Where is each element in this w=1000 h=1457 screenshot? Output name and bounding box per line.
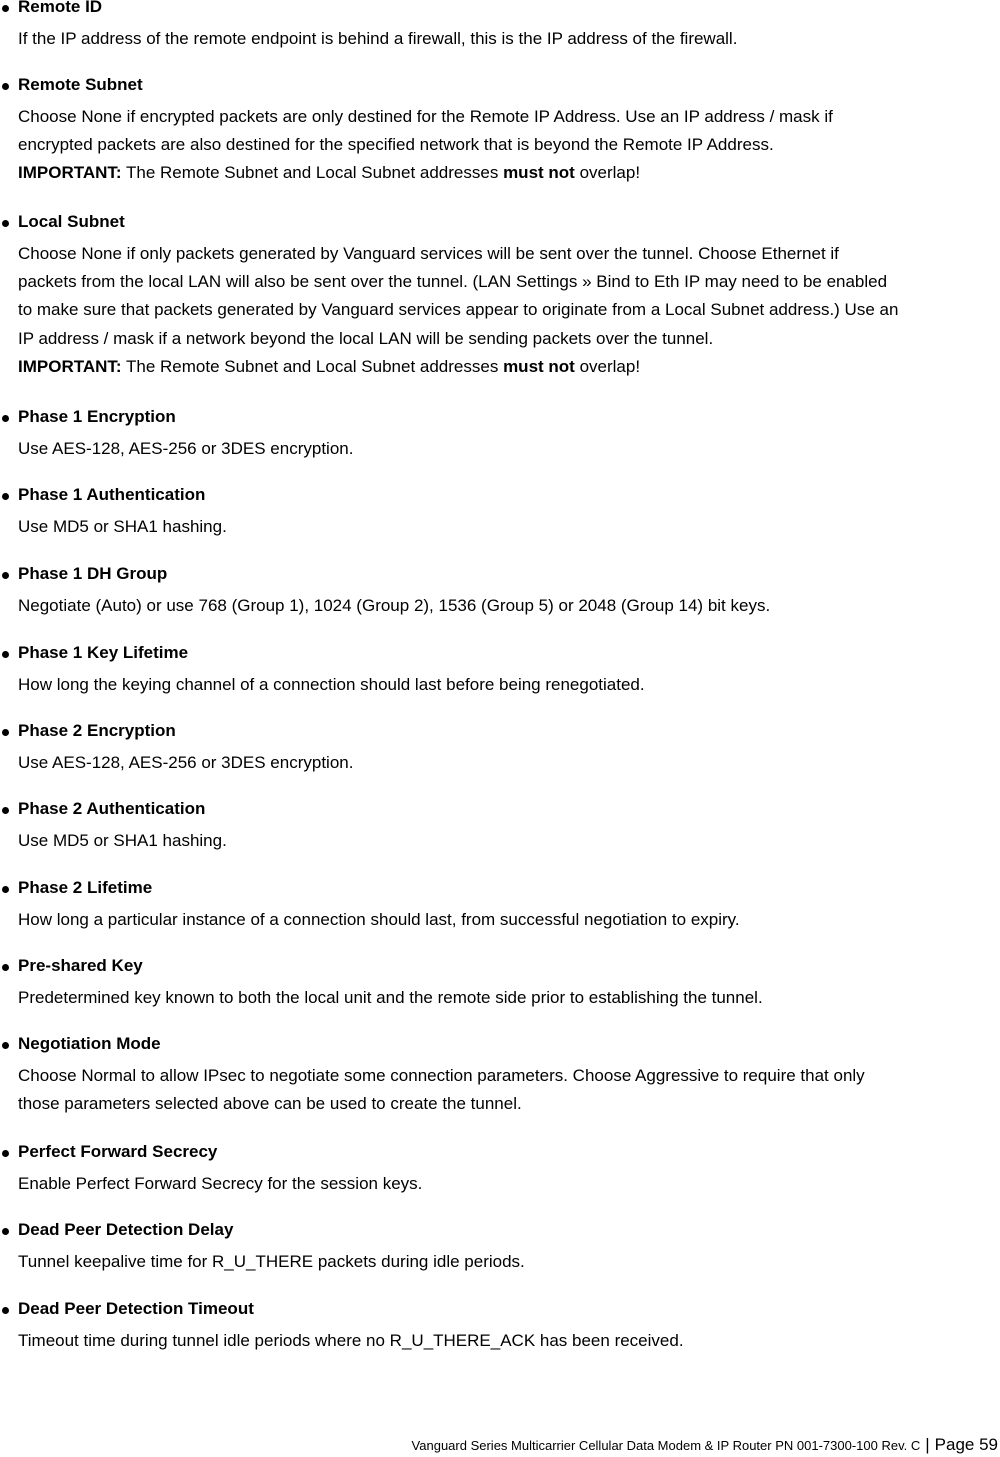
bullet-icon (2, 415, 9, 422)
bullet-icon (2, 572, 9, 579)
item-term: Remote Subnet (18, 75, 143, 94)
item-description (18, 1062, 1000, 1118)
item-description (18, 240, 1000, 381)
item-term: Local Subnet (18, 212, 125, 231)
important-text-end: overlap! (574, 163, 641, 183)
description-line: Tunnel keepalive time for R_U_THERE packets during idle periods. (18, 1252, 525, 1271)
footer-separator: | (925, 1435, 930, 1454)
description-line: those parameters selected above can be used to create the tunnel. (18, 1094, 522, 1114)
bullet-icon (2, 83, 9, 90)
item-term: Negotiation Mode (18, 1034, 161, 1053)
bullet-icon (2, 1307, 9, 1314)
important-text-end: overlap! (574, 356, 641, 376)
bullet-icon (2, 651, 9, 658)
bullet-icon (2, 220, 9, 227)
item-term: Remote ID (18, 0, 103, 16)
item-description (18, 103, 1000, 188)
important-text: The Remote Subnet and Local Subnet addresses (121, 163, 504, 183)
item-description (18, 984, 1000, 1012)
item-term: Perfect Forward Secrecy (18, 1142, 218, 1161)
page-number: Page 59 (934, 1435, 998, 1454)
bullet-icon (2, 1228, 9, 1235)
description-line: Enable Perfect Forward Secrecy for the session keys. (18, 1174, 423, 1193)
bullet-icon (2, 493, 9, 500)
page-footer (412, 1434, 998, 1457)
item-description (18, 749, 1000, 777)
item-term: Phase 2 Authentication (18, 799, 206, 818)
important-label: IMPORTANT: (18, 356, 122, 376)
item-description (18, 1170, 1000, 1198)
footer-document-title: Vanguard Series Multicarrier Cellular Data Modem & IP Router PN 001-7300-100 Rev. C (411, 1438, 921, 1453)
bullet-icon (2, 1042, 9, 1049)
item-term: Dead Peer Detection Delay (18, 1220, 234, 1239)
description-line: Use MD5 or SHA1 hashing. (18, 517, 227, 536)
item-term: Phase 1 DH Group (18, 564, 168, 583)
description-line: How long a particular instance of a connection should last, from successful negotiation to expiry. (18, 910, 740, 929)
description-line: Use MD5 or SHA1 hashing. (18, 831, 227, 850)
bullet-icon (2, 1150, 9, 1157)
bullet-icon (2, 886, 9, 893)
description-line: encrypted packets are also destined for the specified network that is beyond the Remote IP Address. (18, 135, 774, 155)
bullet-icon (2, 807, 9, 814)
bullet-icon (2, 5, 9, 12)
important-label: IMPORTANT: (18, 163, 122, 183)
bullet-icon (2, 964, 9, 971)
item-description (18, 906, 1000, 934)
item-description (18, 25, 1000, 53)
item-term: Phase 2 Lifetime (18, 878, 153, 897)
bullet-icon (2, 729, 9, 736)
item-term: Pre-shared Key (18, 956, 143, 975)
description-line: Predetermined key known to both the local unit and the remote side prior to establishing the tunnel. (18, 988, 763, 1007)
description-line: Choose Normal to allow IPsec to negotiate some connection parameters. Choose Aggressive to require that only (18, 1066, 865, 1085)
item-description (18, 592, 1000, 620)
description-line: Negotiate (Auto) or use 768 (Group 1), 1024 (Group 2), 1536 (Group 5) or 2048 (Group 14) bit keys. (18, 596, 771, 615)
item-description (18, 513, 1000, 541)
item-description (18, 1327, 1000, 1355)
description-line: How long the keying channel of a connection should last before being renegotiated. (18, 675, 645, 694)
description-line: to make sure that packets generated by Vanguard services appear to originate from a Local Subnet address.) Use an (18, 300, 899, 320)
important-emphasis: must not (503, 163, 575, 183)
description-line: Use AES-128, AES-256 or 3DES encryption. (18, 439, 354, 458)
item-description (18, 671, 1000, 699)
important-note (18, 353, 1000, 381)
description-line: packets from the local LAN will also be sent over the tunnel. (LAN Settings » Bind to Eth IP may need to be enabled (18, 272, 888, 292)
item-term: Phase 1 Authentication (18, 485, 206, 504)
item-term: Dead Peer Detection Timeout (18, 1299, 254, 1318)
important-note (18, 159, 1000, 187)
important-text: The Remote Subnet and Local Subnet addresses (121, 356, 504, 376)
description-line: IP address / mask if a network beyond the local LAN will be sending packets over the tunnel. (18, 328, 714, 348)
item-description (18, 1248, 1000, 1276)
item-description (18, 827, 1000, 855)
description-line: Timeout time during tunnel idle periods where no R_U_THERE_ACK has been received. (18, 1331, 684, 1350)
description-line: Use AES-128, AES-256 or 3DES encryption. (18, 753, 354, 772)
item-term: Phase 2 Encryption (18, 721, 176, 740)
item-description (18, 435, 1000, 463)
description-line: If the IP address of the remote endpoint is behind a firewall, this is the IP address of the firewall. (18, 29, 738, 48)
important-emphasis: must not (503, 356, 575, 376)
item-term: Phase 1 Encryption (18, 407, 176, 426)
item-term: Phase 1 Key Lifetime (18, 643, 189, 662)
description-line: Choose None if encrypted packets are only destined for the Remote IP Address. Use an IP address / mask if (18, 107, 833, 126)
description-line: Choose None if only packets generated by Vanguard services will be sent over the tunnel. Choose Ethernet if (18, 244, 839, 263)
